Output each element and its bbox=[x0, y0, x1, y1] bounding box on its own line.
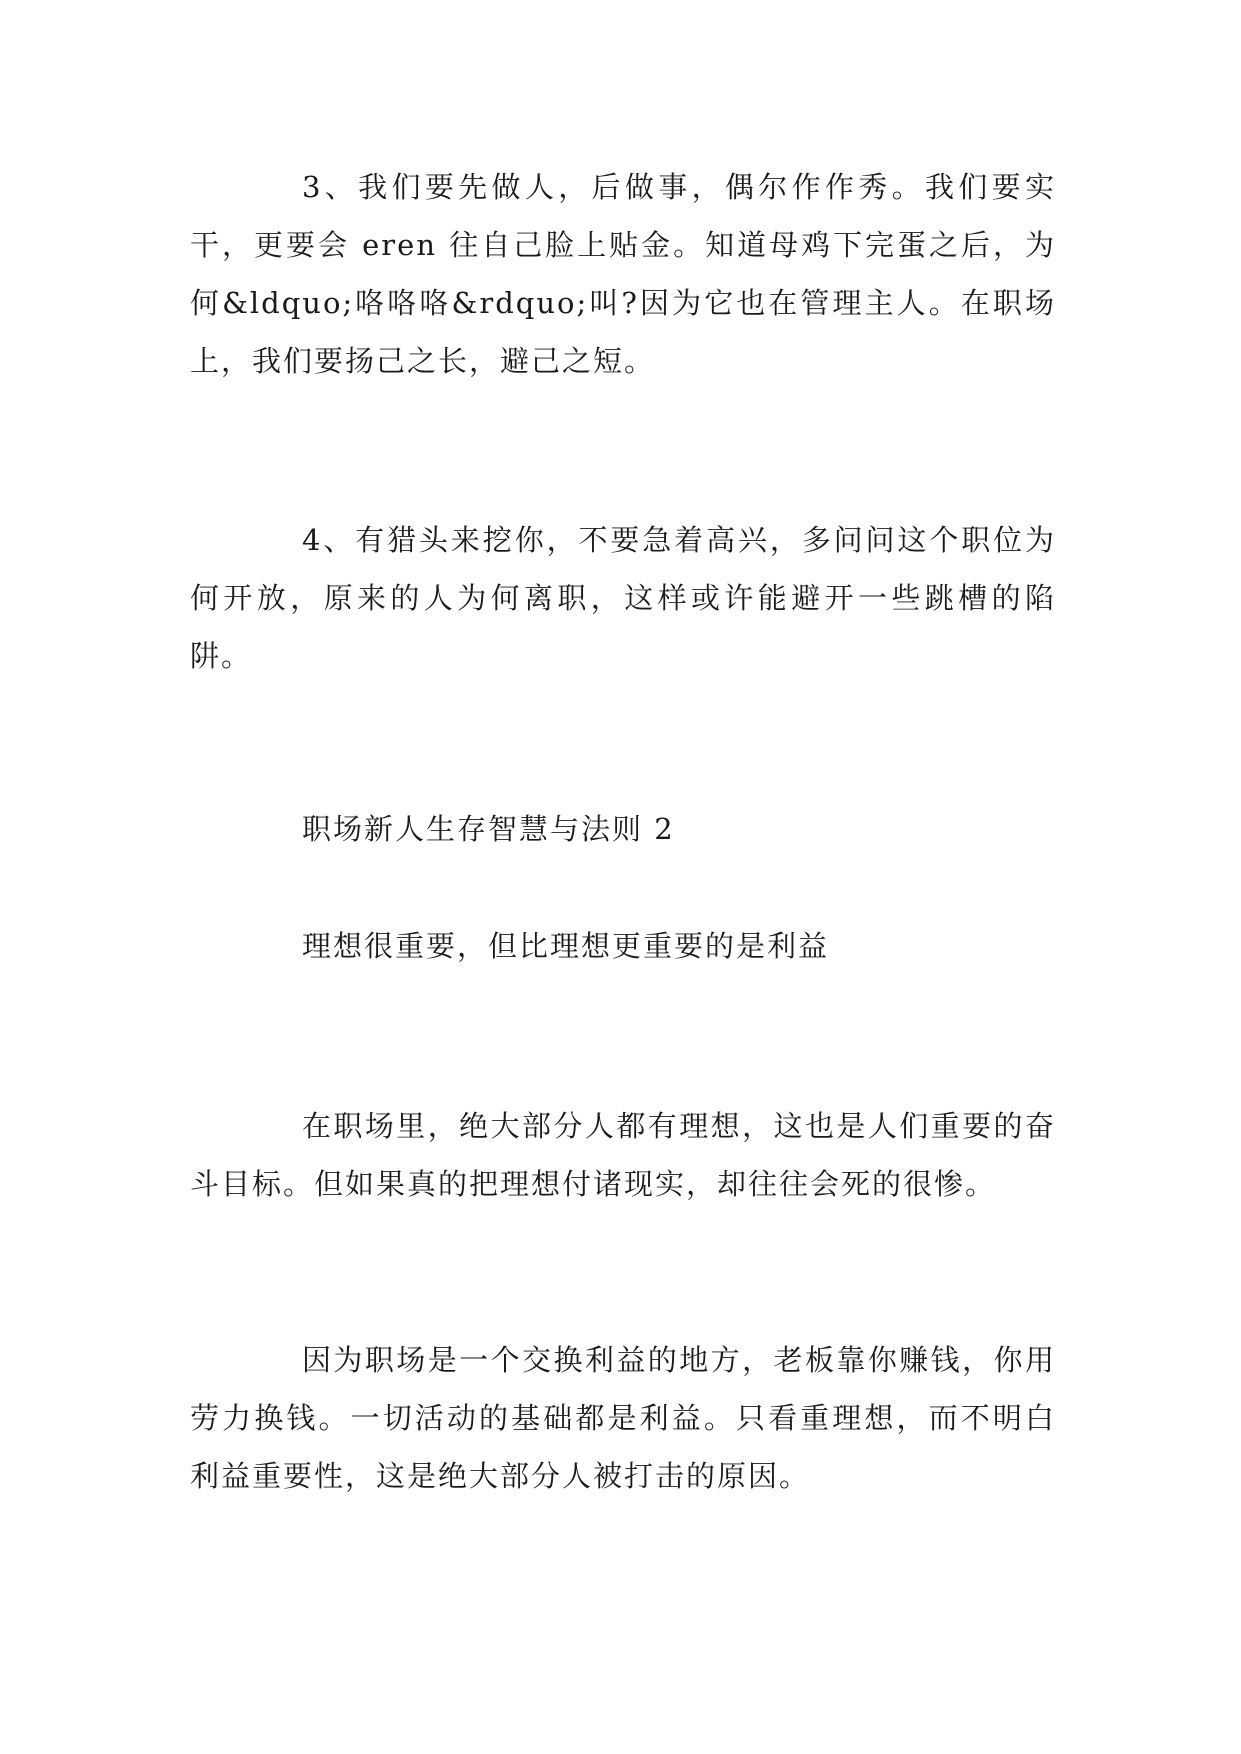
subheading: 理想很重要，但比理想更重要的是利益 bbox=[302, 929, 830, 963]
paragraph-3: 3、我们要先做人，后做事，偶尔作作秀。我们要实干，更要会 eren 往自己脸上贴金。知道母鸡下完蛋之后，为何&ldquo;咯咯咯&rdquo;叫?因为它也在管理主人。在职场上，我们要扬己之长，避己之短。 bbox=[190, 170, 1056, 378]
section-heading: 职场新人生存智慧与法则 2 bbox=[302, 812, 675, 846]
paragraph-ideals: 在职场里，绝大部分人都有理想，这也是人们重要的奋斗目标。但如果真的把理想付诸现实，却往往会死的很惨。 bbox=[190, 1109, 1056, 1201]
paragraph-interests: 因为职场是一个交换利益的地方，老板靠你赚钱，你用劳力换钱。一切活动的基础都是利益。只看重理想，而不明白利益重要性，这是绝大部分人被打击的原因。 bbox=[190, 1343, 1056, 1493]
paragraph-4: 4、有猎头来挖你，不要急着高兴，多问问这个职位为何开放，原来的人为何离职，这样或许能避开一些跳槽的陷阱。 bbox=[190, 523, 1056, 673]
